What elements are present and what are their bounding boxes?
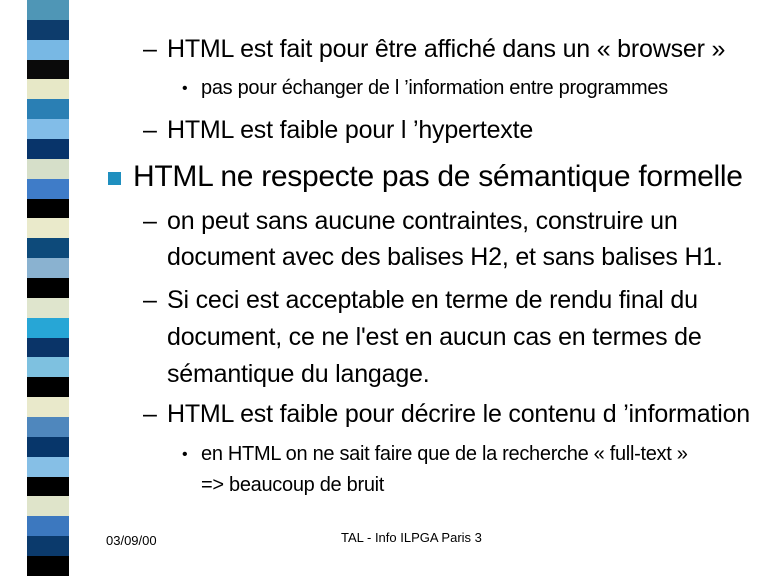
stripe-block <box>27 278 69 298</box>
bullet-text-describe-content: HTML est faible pour décrire le contenu d ’information <box>167 400 751 428</box>
stripe-block <box>27 79 69 99</box>
bullet-text-html-browser: HTML est fait pour être affiché dans un « browser » <box>167 35 726 63</box>
stripe-block <box>27 496 69 516</box>
square-bullet-icon <box>108 172 121 185</box>
bullet-text-acceptable-3: sémantique du langage. <box>167 360 430 388</box>
stripe-block <box>27 0 69 20</box>
stripe-block <box>27 40 69 60</box>
stripe-block <box>27 338 69 358</box>
sub-bullet-text-fulltext-2: => beaucoup de bruit <box>201 474 385 496</box>
stripe-block <box>27 298 69 318</box>
stripe-block <box>27 238 69 258</box>
stripe-block <box>27 516 69 536</box>
dash-marker: – <box>143 35 157 63</box>
sub-bullet-text-exchange: pas pour échanger de l ’information entre programmes <box>201 77 668 99</box>
stripe-block <box>27 377 69 397</box>
sub-bullet-text-fulltext-1: en HTML on ne sait faire que de la recherche « full-text » <box>201 443 688 465</box>
dot-marker: • <box>182 446 188 463</box>
main-bullet-text-semantics: HTML ne respecte pas de sémantique formelle <box>133 160 743 193</box>
stripe-block <box>27 119 69 139</box>
stripe-block <box>27 139 69 159</box>
bullet-text-acceptable-1: Si ceci est acceptable en terme de rendu final du <box>167 286 698 314</box>
dash-marker: – <box>143 207 157 235</box>
stripe-block <box>27 179 69 199</box>
dash-marker: – <box>143 116 157 144</box>
stripe-block <box>27 218 69 238</box>
stripe-block <box>27 536 69 556</box>
stripe-block <box>27 20 69 40</box>
stripe-block <box>27 258 69 278</box>
footer-title: TAL - Info ILPGA Paris 3 <box>341 530 482 545</box>
stripe-block <box>27 417 69 437</box>
stripe-block <box>27 99 69 119</box>
stripe-block <box>27 457 69 477</box>
stripe-block <box>27 357 69 377</box>
decorative-stripe <box>27 0 69 576</box>
stripe-block <box>27 318 69 338</box>
stripe-block <box>27 60 69 80</box>
stripe-block <box>27 437 69 457</box>
stripe-block <box>27 199 69 219</box>
dash-marker: – <box>143 286 157 314</box>
dash-marker: – <box>143 400 157 428</box>
bullet-text-constraints-1: on peut sans aucune contraintes, construire un <box>167 207 678 235</box>
footer-date: 03/09/00 <box>106 533 157 548</box>
bullet-text-acceptable-2: document, ce ne l'est en aucun cas en termes de <box>167 323 702 351</box>
stripe-block <box>27 477 69 497</box>
bullet-text-constraints-2: document avec des balises H2, et sans balises H1. <box>167 243 723 271</box>
stripe-block <box>27 159 69 179</box>
dot-marker: • <box>182 80 188 97</box>
bullet-text-hypertext: HTML est faible pour l ’hypertexte <box>167 116 534 144</box>
stripe-block <box>27 556 69 576</box>
stripe-block <box>27 397 69 417</box>
